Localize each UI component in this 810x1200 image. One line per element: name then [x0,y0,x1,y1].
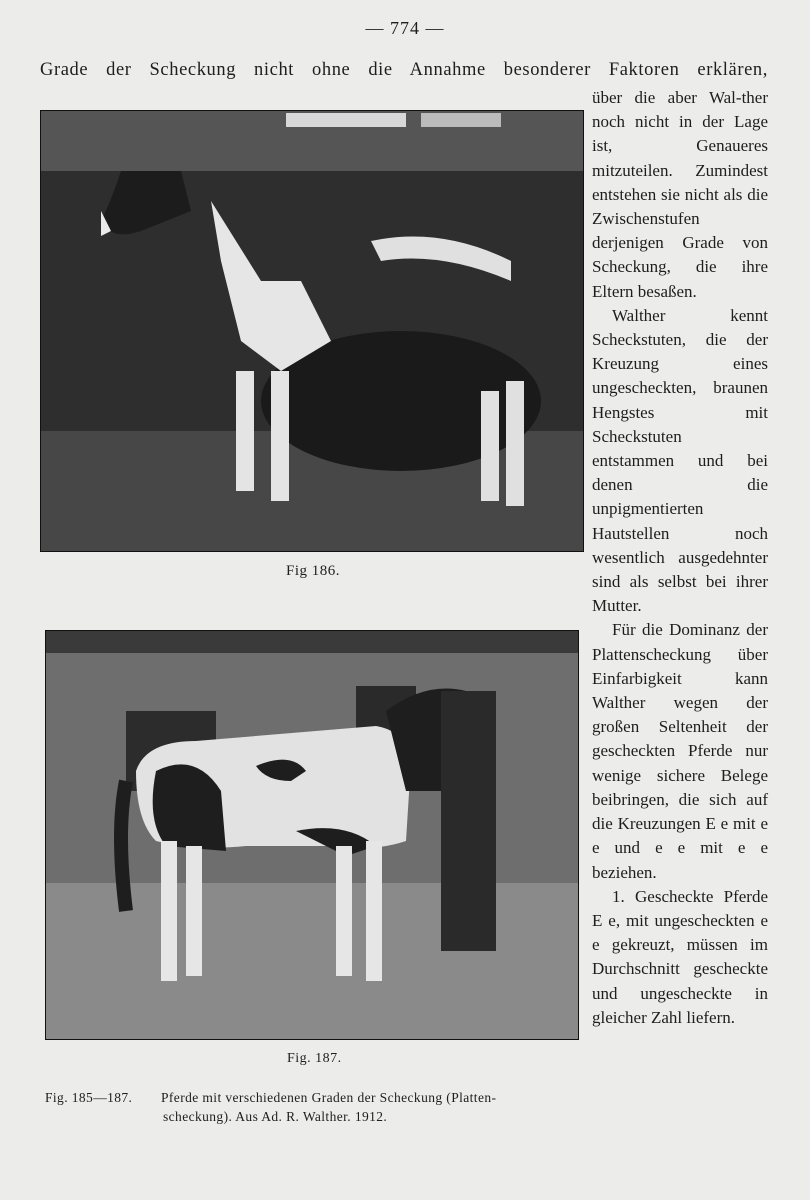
paragraph-3: Für die Dominanz der Plattenscheckung über Einfarbigkeit kann Walther wegen der großen Seltenheit der gescheckten Pferde nur wenige sichere Belege beibringen, die sich auf die Kreuzungen E e mit e e und e e mit e e beziehen. [592,620,768,882]
fig-186-label: Fig 186. [286,563,341,579]
horse-photo-187 [46,631,578,1039]
figure-caption [45,1088,585,1126]
horse-photo-186 [41,111,583,551]
photo-fig-187 [45,630,579,1040]
figure-caption-text-2: scheckung). Aus Ad. R. Walther. 1912. [163,1109,388,1124]
fig-187-label: Fig. 187. [287,1051,342,1066]
paragraph-1: über die aber Wal-ther noch nicht in der Lage ist, Genaueres mitzuteilen. Zumindest entstehen sie nicht als die Zwischenstufen derjenigen Grade von Scheckung, die ihre Eltern besaßen. [592,88,768,301]
first-line-text: Grade der Scheckung nicht ohne die Annahme besonderer Faktoren erklären, [40,60,768,80]
figure-caption-text-1: Pferde mit verschiedenen Graden der Scheckung (Platten- [161,1090,497,1105]
photo-fig-186 [40,110,584,552]
figure-caption-line-1 [45,1088,585,1107]
paragraph-2: Walther kennt Scheckstuten, die der Kreuzung eines ungescheckten, braunen Hengstes mit Scheckstuten entstammen und bei denen die unpigmentierten Hautstellen noch wesentlich ausgedehnter sind als selbst bei ihrer Mutter. [592,305,768,616]
figure-caption-label: Fig. 185—187. [45,1090,133,1105]
right-column-text [592,86,768,1030]
paragraph-4: 1. Gescheckte Pferde E e, mit ungescheckten e e gekreuzt, müssen im Durchschnitt gescheckte und ungescheckte in gleicher Zahl liefern. [592,886,768,1027]
page-number: — 774 — [365,18,445,38]
